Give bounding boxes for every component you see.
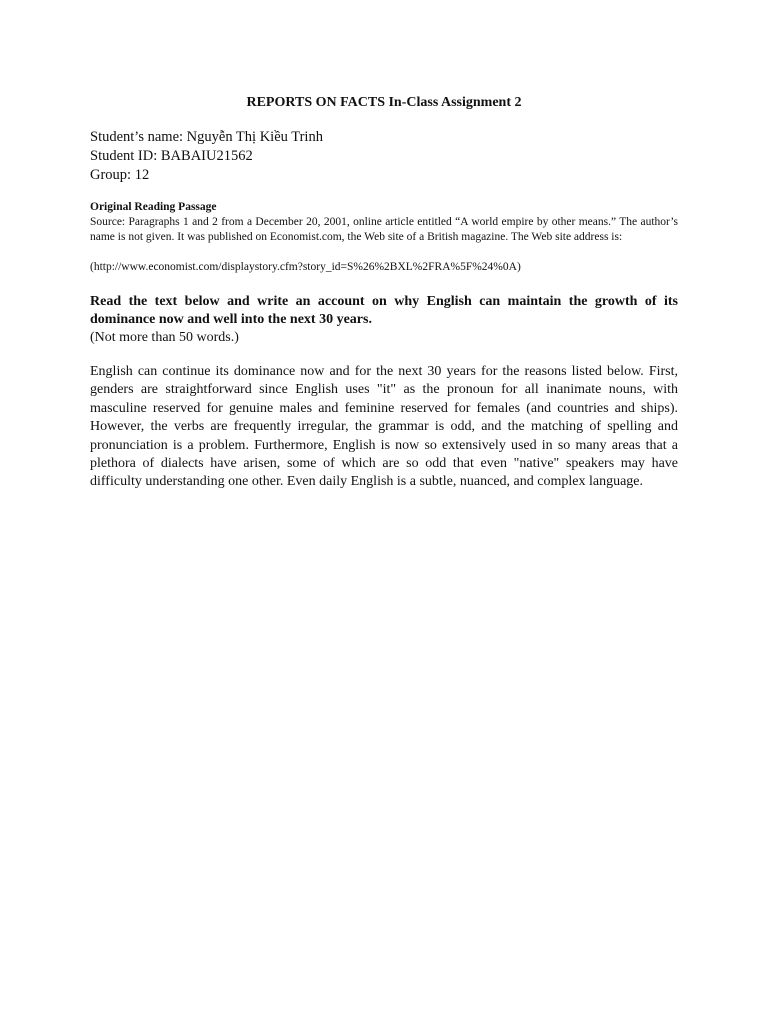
assignment-prompt: Read the text below and write an account on why English can maintain the growth of its dominance now and well into the next 30 years. (90, 294, 678, 327)
passage-source: Source: Paragraphs 1 and 2 from a December 20, 2001, online article entitled “A world empire by other means.” The author’s name is not given. It was published on Economist.com, the Web site of a British magazine. The Web site address is: (90, 216, 678, 243)
student-id: Student ID: BABAIU21562 (90, 148, 253, 164)
word-limit-note: (Not more than 50 words.) (90, 330, 239, 345)
passage-url: (http://www.economist.com/displaystory.cfm?story_id=S%26%2BXL%2FRA%5F%24%0A) (90, 261, 521, 273)
passage-heading: Original Reading Passage (90, 201, 217, 213)
answer-paragraph: English can continue its dominance now and for the next 30 years for the reasons listed below. First, genders are straightforward since English uses "it" as the pronoun for all inanimate nouns, with masculine reserved for genuine males and feminine reserved for females (and countries and ships). However, the verbs are frequently irregular, the grammar is odd, and the matching of spelling and pronunciation is a problem. Furthermore, English is now so extensively used in so many areas that a plethora of dialects have arisen, some of which are so odd that even "native" speakers may have difficulty understanding one other. Even daily English is a subtle, nuanced, and complex language. (90, 364, 678, 490)
student-group: Group: 12 (90, 167, 150, 183)
student-name: Student’s name: Nguyễn Thị Kiều Trinh (90, 129, 323, 145)
student-info (90, 128, 678, 185)
document-title: REPORTS ON FACTS In-Class Assignment 2 (246, 95, 522, 110)
